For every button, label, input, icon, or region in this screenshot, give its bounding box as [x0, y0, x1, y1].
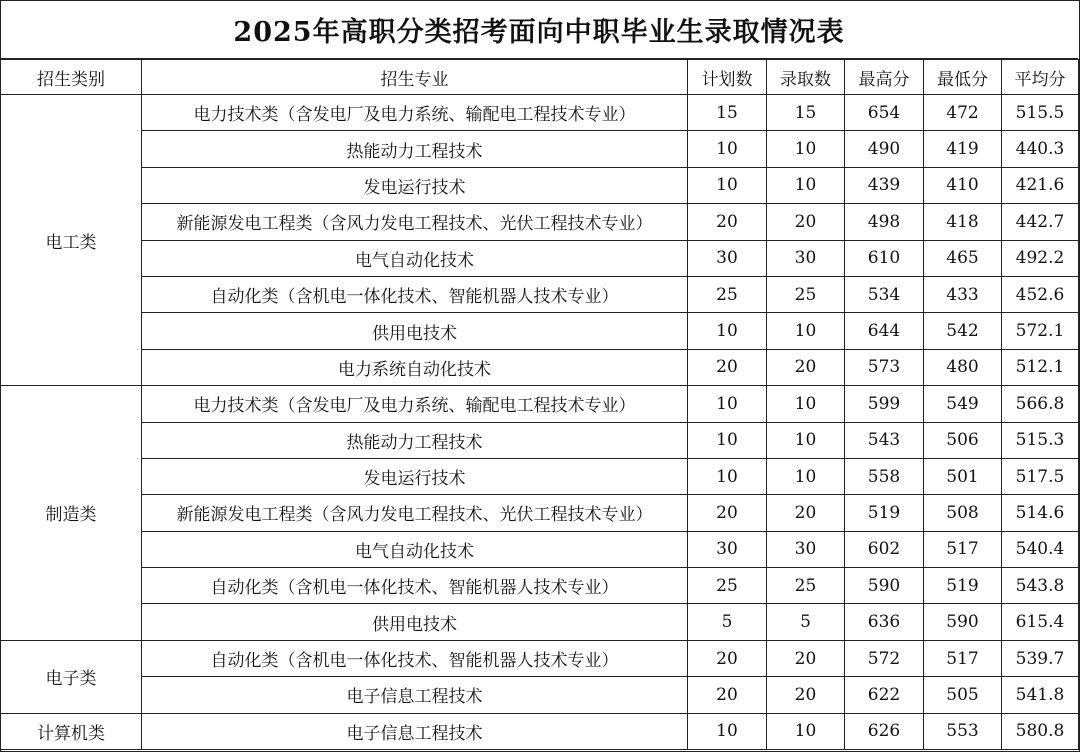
avg-score-cell: 615.4: [1002, 604, 1079, 640]
table-row: [1, 604, 1079, 640]
major-cell: 电气自动化技术: [142, 240, 688, 276]
admitted-cell: 10: [767, 422, 845, 458]
table-row: [1, 204, 1079, 240]
category-cell: 电子类: [1, 640, 142, 713]
admitted-cell: 5: [767, 604, 845, 640]
header-min: 最低分: [924, 60, 1002, 95]
min-score-cell: 433: [924, 276, 1002, 312]
major-cell: 电力技术类（含发电厂及电力系统、输配电工程技术专业）: [142, 386, 688, 422]
plan-cell: 10: [688, 458, 767, 494]
max-score-cell: 590: [845, 568, 924, 604]
min-score-cell: 501: [924, 458, 1002, 494]
header-category: 招生类别: [1, 60, 142, 95]
major-cell: 新能源发电工程类（含风力发电工程技术、光伏工程技术专业）: [142, 495, 688, 531]
avg-score-cell: 492.2: [1002, 240, 1079, 276]
table-row: [1, 495, 1079, 531]
min-score-cell: 480: [924, 349, 1002, 385]
avg-score-cell: 515.5: [1002, 95, 1079, 131]
max-score-cell: 636: [845, 604, 924, 640]
major-cell: 热能动力工程技术: [142, 131, 688, 167]
table-row: [1, 677, 1079, 713]
admission-table: [0, 59, 1079, 750]
admitted-cell: 10: [767, 131, 845, 167]
max-score-cell: 610: [845, 240, 924, 276]
avg-score-cell: 515.3: [1002, 422, 1079, 458]
plan-cell: 25: [688, 568, 767, 604]
page-title: 2025年高职分类招考面向中职毕业生录取情况表: [0, 0, 1078, 59]
header-max: 最高分: [845, 60, 924, 95]
plan-cell: 25: [688, 276, 767, 312]
plan-cell: 30: [688, 531, 767, 567]
admitted-cell: 20: [767, 204, 845, 240]
major-cell: 自动化类（含机电一体化技术、智能机器人技术专业）: [142, 276, 688, 312]
min-score-cell: 505: [924, 677, 1002, 713]
max-score-cell: 599: [845, 386, 924, 422]
min-score-cell: 465: [924, 240, 1002, 276]
admitted-cell: 10: [767, 458, 845, 494]
plan-cell: 10: [688, 422, 767, 458]
admitted-cell: 15: [767, 95, 845, 131]
min-score-cell: 419: [924, 131, 1002, 167]
major-cell: 电子信息工程技术: [142, 677, 688, 713]
major-cell: 电子信息工程技术: [142, 713, 688, 749]
max-score-cell: 490: [845, 131, 924, 167]
min-score-cell: 410: [924, 167, 1002, 203]
min-score-cell: 542: [924, 313, 1002, 349]
max-score-cell: 644: [845, 313, 924, 349]
major-cell: 供用电技术: [142, 313, 688, 349]
header-avg: 平均分: [1002, 60, 1079, 95]
max-score-cell: 626: [845, 713, 924, 749]
max-score-cell: 543: [845, 422, 924, 458]
table-row: [1, 131, 1079, 167]
min-score-cell: 590: [924, 604, 1002, 640]
max-score-cell: 558: [845, 458, 924, 494]
max-score-cell: 498: [845, 204, 924, 240]
category-cell: 电工类: [1, 95, 142, 386]
avg-score-cell: 452.6: [1002, 276, 1079, 312]
min-score-cell: 506: [924, 422, 1002, 458]
plan-cell: 10: [688, 713, 767, 749]
max-score-cell: 439: [845, 167, 924, 203]
plan-cell: 10: [688, 167, 767, 203]
category-cell: 计算机类: [1, 713, 142, 749]
avg-score-cell: 539.7: [1002, 640, 1079, 676]
avg-score-cell: 512.1: [1002, 349, 1079, 385]
table-row: [1, 568, 1079, 604]
plan-cell: 20: [688, 204, 767, 240]
major-cell: 热能动力工程技术: [142, 422, 688, 458]
min-score-cell: 553: [924, 713, 1002, 749]
max-score-cell: 573: [845, 349, 924, 385]
max-score-cell: 654: [845, 95, 924, 131]
table-row: [1, 640, 1079, 676]
min-score-cell: 519: [924, 568, 1002, 604]
plan-cell: 10: [688, 386, 767, 422]
avg-score-cell: 580.8: [1002, 713, 1079, 749]
admitted-cell: 25: [767, 276, 845, 312]
admitted-cell: 10: [767, 713, 845, 749]
max-score-cell: 602: [845, 531, 924, 567]
admitted-cell: 10: [767, 313, 845, 349]
admitted-cell: 10: [767, 167, 845, 203]
admitted-cell: 20: [767, 349, 845, 385]
max-score-cell: 622: [845, 677, 924, 713]
plan-cell: 10: [688, 313, 767, 349]
avg-score-cell: 440.3: [1002, 131, 1079, 167]
major-cell: 电气自动化技术: [142, 531, 688, 567]
major-cell: 发电运行技术: [142, 167, 688, 203]
header-major: 招生专业: [142, 60, 688, 95]
plan-cell: 30: [688, 240, 767, 276]
table-body: [1, 95, 1079, 750]
major-cell: 供用电技术: [142, 604, 688, 640]
min-score-cell: 508: [924, 495, 1002, 531]
header-row: [1, 60, 1079, 95]
table-row: [1, 713, 1079, 749]
min-score-cell: 418: [924, 204, 1002, 240]
major-cell: 电力系统自动化技术: [142, 349, 688, 385]
min-score-cell: 549: [924, 386, 1002, 422]
major-cell: 自动化类（含机电一体化技术、智能机器人技术专业）: [142, 640, 688, 676]
admitted-cell: 20: [767, 640, 845, 676]
min-score-cell: 517: [924, 531, 1002, 567]
admitted-cell: 20: [767, 495, 845, 531]
table-row: [1, 313, 1079, 349]
max-score-cell: 572: [845, 640, 924, 676]
avg-score-cell: 543.8: [1002, 568, 1079, 604]
avg-score-cell: 540.4: [1002, 531, 1079, 567]
table-row: [1, 349, 1079, 385]
table-row: [1, 386, 1079, 422]
admitted-cell: 25: [767, 568, 845, 604]
major-cell: 发电运行技术: [142, 458, 688, 494]
avg-score-cell: 442.7: [1002, 204, 1079, 240]
header-admitted: 录取数: [767, 60, 845, 95]
header-plan: 计划数: [688, 60, 767, 95]
table-row: [1, 458, 1079, 494]
avg-score-cell: 517.5: [1002, 458, 1079, 494]
plan-cell: 20: [688, 640, 767, 676]
min-score-cell: 517: [924, 640, 1002, 676]
avg-score-cell: 514.6: [1002, 495, 1079, 531]
major-cell: 自动化类（含机电一体化技术、智能机器人技术专业）: [142, 568, 688, 604]
admitted-cell: 10: [767, 386, 845, 422]
table-row: [1, 276, 1079, 312]
plan-cell: 5: [688, 604, 767, 640]
plan-cell: 20: [688, 349, 767, 385]
avg-score-cell: 566.8: [1002, 386, 1079, 422]
table-row: [1, 531, 1079, 567]
table-row: [1, 167, 1079, 203]
admitted-cell: 20: [767, 677, 845, 713]
admitted-cell: 30: [767, 240, 845, 276]
max-score-cell: 534: [845, 276, 924, 312]
avg-score-cell: 421.6: [1002, 167, 1079, 203]
plan-cell: 10: [688, 131, 767, 167]
table-row: [1, 240, 1079, 276]
major-cell: 电力技术类（含发电厂及电力系统、输配电工程技术专业）: [142, 95, 688, 131]
table-row: [1, 95, 1079, 131]
plan-cell: 15: [688, 95, 767, 131]
min-score-cell: 472: [924, 95, 1002, 131]
avg-score-cell: 541.8: [1002, 677, 1079, 713]
plan-cell: 20: [688, 677, 767, 713]
avg-score-cell: 572.1: [1002, 313, 1079, 349]
category-cell: 制造类: [1, 386, 142, 641]
plan-cell: 20: [688, 495, 767, 531]
max-score-cell: 519: [845, 495, 924, 531]
admitted-cell: 30: [767, 531, 845, 567]
table-row: [1, 422, 1079, 458]
major-cell: 新能源发电工程类（含风力发电工程技术、光伏工程技术专业）: [142, 204, 688, 240]
